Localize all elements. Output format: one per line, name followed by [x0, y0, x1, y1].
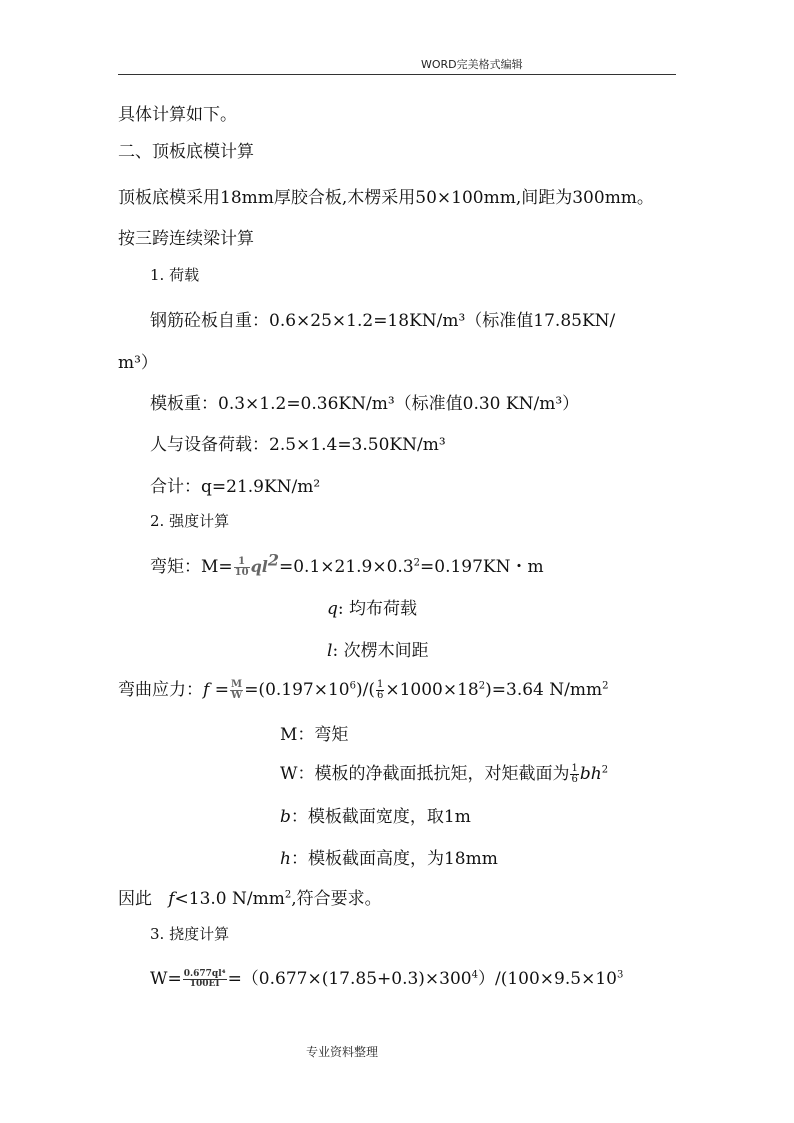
formwork-spec-line: 顶板底模采用18mm厚胶合板,木楞采用50×100mm,间距为300mm。 [118, 188, 654, 208]
stress-fraction: $\frac{M}{W}$ [230, 679, 243, 701]
intro-line: 具体计算如下。 [118, 105, 237, 125]
deflection-formula: W= $\frac{\text{0.677ql⁴}}{100EI}$ $=(0.677\times(17.85+0.3)\times 300^4)/(100\times 9.5\times 10^3$ [150, 969, 624, 989]
formwork-weight-line: 模板重：0.3×1.2=0.36KN/m³（标准值0.30 KN/m³） [150, 394, 580, 414]
beam-model-line: 按三跨连续梁计算 [118, 229, 254, 249]
moment-fraction: $\frac{1}{10}$ [234, 556, 249, 578]
total-load-line: 合计：q=21.9KN/m² [150, 477, 321, 497]
m-definition: M：弯矩 [280, 725, 349, 745]
l-definition: l: 次楞木间距 [327, 641, 429, 661]
q-definition: q: 均布荷载 [327, 599, 418, 619]
section-heading: 二、顶板底模计算 [118, 142, 254, 162]
slab-weight-line: 钢筋砼板自重：0.6×25×1.2=18KN/m³（标准值17.85KN/ [150, 311, 616, 331]
w-fraction: $\frac{1}{6}$ [571, 763, 578, 785]
w-definition: W：模板的净截面抵抗矩，对矩截面为 $\frac{1}{6}$ $bh^2$ [280, 763, 609, 785]
equipment-load-line: 人与设备荷载：2.5×1.4=3.50KN/m³ [150, 435, 446, 455]
stress-fraction-2: $\frac{1}{6}$ [376, 679, 384, 701]
deflection-fraction: $\frac{\text{0.677ql⁴}}{100EI}$ [183, 969, 226, 989]
page-header [118, 56, 676, 75]
moment-formula: 弯矩：M= $\frac{1}{10}$ $ql^2=0.1\times 21.9\times 0.3^2=0.197KN$・m [150, 550, 544, 578]
stress-formula: 弯曲应力：f = $\frac{M}{W}$ $=(0.197\times 10^6)/$( $\frac{1}{6}$ $\times 1000\times 18^2)=3.64$ $N/mm^2$ [118, 679, 609, 701]
deflection-heading: 3. 挠度计算 [150, 925, 230, 943]
load-heading: 1. 荷载 [150, 266, 200, 284]
page-footer: 专业资料整理 [306, 1045, 379, 1059]
header-text: WORD完美格式编辑 [421, 58, 523, 71]
slab-weight-cont: m³） [118, 353, 158, 373]
h-definition: h：模板截面高度，为18mm [280, 849, 498, 869]
conclusion-line: 因此 f<13.0 $N/mm^2$,符合要求。 [118, 889, 382, 909]
strength-heading: 2. 强度计算 [150, 512, 230, 530]
b-definition: b：模板截面宽度，取1m [280, 807, 471, 827]
